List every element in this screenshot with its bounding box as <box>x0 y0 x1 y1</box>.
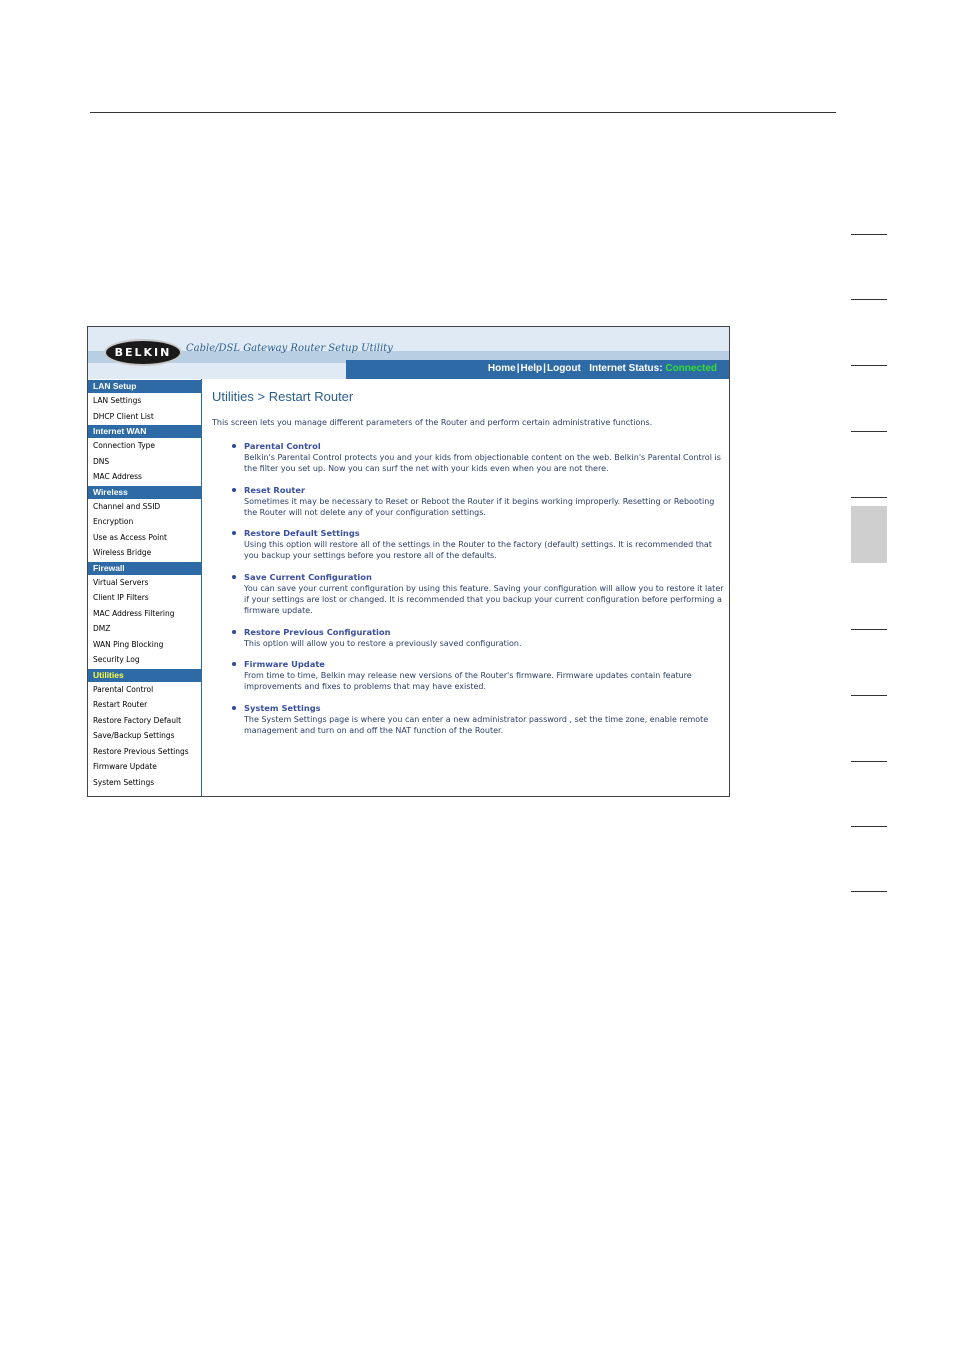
utility-item-reset-router <box>212 485 724 519</box>
utility-item-restore-default-settings <box>212 528 724 562</box>
sidebar-item-use-as-access-point[interactable]: Use as Access Point <box>93 532 167 542</box>
utility-item-description: This option will allow you to restore a previously saved configuration. <box>244 638 522 648</box>
section-tab-5 <box>851 497 887 498</box>
sidebar-header-lan-setup[interactable]: LAN Setup <box>88 380 201 393</box>
section-tab-8 <box>851 695 887 696</box>
internet-status-value: Connected <box>665 363 717 374</box>
sidebar-item-client-ip-filters[interactable]: Client IP Filters <box>93 593 149 602</box>
top-nav-bar <box>346 360 729 379</box>
bullet-icon <box>232 662 236 666</box>
bullet-icon <box>232 630 236 634</box>
main-content <box>212 389 724 746</box>
section-tab-9 <box>851 761 887 762</box>
page-top-rule <box>90 112 836 113</box>
sidebar-item-mac-address-filtering[interactable]: MAC Address Filtering <box>93 608 175 618</box>
utility-item-save-current-configuration <box>212 572 724 617</box>
utility-item-title[interactable]: Save Current Configuration <box>244 571 372 582</box>
utility-item-description: You can save your current configuration by using this feature. Saving your configuration will allow you to restore it later if your settings are lost or changed. It is recommended that you backup your current configuration before performing a firmware update. <box>244 583 724 616</box>
bullet-icon <box>232 444 236 448</box>
sidebar-item-save-backup-settings[interactable]: Save/Backup Settings <box>93 731 175 740</box>
utility-item-description: Sometimes it may be necessary to Reset or Reboot the Router if it begins working improperly. Resetting or Rebooting the Router will not delete any of your configuration settings. <box>244 496 715 517</box>
utility-item-title[interactable]: Firmware Update <box>244 658 325 669</box>
nav-help-link[interactable]: Help <box>520 363 543 374</box>
sidebar-item-restart-router[interactable]: Restart Router <box>93 700 148 709</box>
section-tab-2 <box>851 299 887 300</box>
page-title: Utilities > Restart Router <box>212 389 354 404</box>
section-tab-current <box>851 506 887 563</box>
sidebar-item-restore-previous-settings[interactable]: Restore Previous Settings <box>93 746 189 756</box>
nav-logout-link[interactable]: Logout <box>546 363 581 374</box>
sidebar-item-parental-control[interactable]: Parental Control <box>93 684 154 694</box>
sidebar-item-connection-type[interactable]: Connection Type <box>93 441 156 450</box>
sidebar-item-restore-factory-default[interactable]: Restore Factory Default <box>93 715 182 725</box>
utility-item-description: Using this option will restore all of the settings in the Router to the factory (default) settings. It is recommended that you backup your settings before you restore all of the defaults. <box>244 540 712 561</box>
internet-status-label: Internet Status: <box>589 363 663 374</box>
router-utility-screenshot <box>87 326 730 797</box>
sidebar-item-wan-ping-blocking[interactable]: WAN Ping Blocking <box>93 639 164 649</box>
utility-item-parental-control <box>212 441 724 475</box>
bullet-icon <box>232 706 236 710</box>
nav-links <box>488 363 717 374</box>
utility-item-description: The System Settings page is where you can enter a new administrator password , set the time zone, enable remote management and turn on and off the NAT function of the Router. <box>244 714 709 735</box>
section-tab-10 <box>851 826 887 827</box>
app-title: Cable/DSL Gateway Router Setup Utility <box>186 343 393 354</box>
sidebar-item-dmz[interactable]: DMZ <box>93 624 111 633</box>
sidebar-header-wireless[interactable]: Wireless <box>88 486 201 499</box>
nav-separator: | <box>516 363 520 374</box>
utility-item-title[interactable]: Parental Control <box>244 441 321 451</box>
sidebar-item-wireless-bridge[interactable]: Wireless Bridge <box>93 548 152 557</box>
sidebar-header-utilities[interactable]: Utilities <box>88 669 201 682</box>
sidebar <box>88 379 202 796</box>
sidebar-item-lan-settings[interactable]: LAN Settings <box>93 396 142 405</box>
utility-item-description: From time to time, Belkin may release new versions of the Router's firmware. Firmware updates contain feature improvements and fixes to problems that may have existed. <box>244 670 692 692</box>
sidebar-item-security-log[interactable]: Security Log <box>93 655 140 664</box>
utility-item-restore-previous-configuration <box>212 627 724 649</box>
section-tab-7 <box>851 629 887 630</box>
utility-item-title[interactable]: System Settings <box>244 702 321 713</box>
section-tab-4 <box>851 431 887 432</box>
belkin-logo: BELKIN <box>104 339 182 366</box>
sidebar-item-virtual-servers[interactable]: Virtual Servers <box>93 577 149 587</box>
sidebar-item-mac-address[interactable]: MAC Address <box>93 472 142 481</box>
sidebar-item-dns[interactable]: DNS <box>93 456 110 466</box>
nav-separator: | <box>543 363 546 374</box>
sidebar-item-system-settings[interactable]: System Settings <box>93 777 155 787</box>
bullet-icon <box>232 531 236 535</box>
sidebar-item-dhcp-client-list[interactable]: DHCP Client List <box>93 411 154 421</box>
sidebar-header-firewall[interactable]: Firewall <box>88 562 201 575</box>
header <box>88 327 729 379</box>
utility-item-firmware-update <box>212 659 724 693</box>
section-tab-3 <box>851 365 887 366</box>
sidebar-item-channel-and-ssid[interactable]: Channel and SSID <box>93 501 161 511</box>
intro-text: This screen lets you manage different parameters of the Router and perform certain administrative functions. <box>212 418 653 427</box>
bullet-icon <box>232 575 236 579</box>
section-tab-1 <box>851 234 887 235</box>
section-tab-11 <box>851 891 887 892</box>
utility-item-title[interactable]: Restore Previous Configuration <box>244 626 391 637</box>
bullet-icon <box>232 488 236 492</box>
utility-item-title[interactable]: Reset Router <box>244 484 306 495</box>
nav-home-link[interactable]: Home <box>487 363 516 374</box>
utility-item-title[interactable]: Restore Default Settings <box>244 528 360 539</box>
utility-item-system-settings <box>212 703 724 737</box>
utility-item-description: Belkin's Parental Control protects you and your kids from objectionable content on the web. Belkin's Parental Control is the filter you set up. Now you can surf the net with your kids even when you are not there. <box>244 453 721 474</box>
sidebar-item-firmware-update[interactable]: Firmware Update <box>93 762 157 771</box>
sidebar-header-internet-wan[interactable]: Internet WAN <box>88 425 201 438</box>
sidebar-item-encryption[interactable]: Encryption <box>93 517 134 526</box>
